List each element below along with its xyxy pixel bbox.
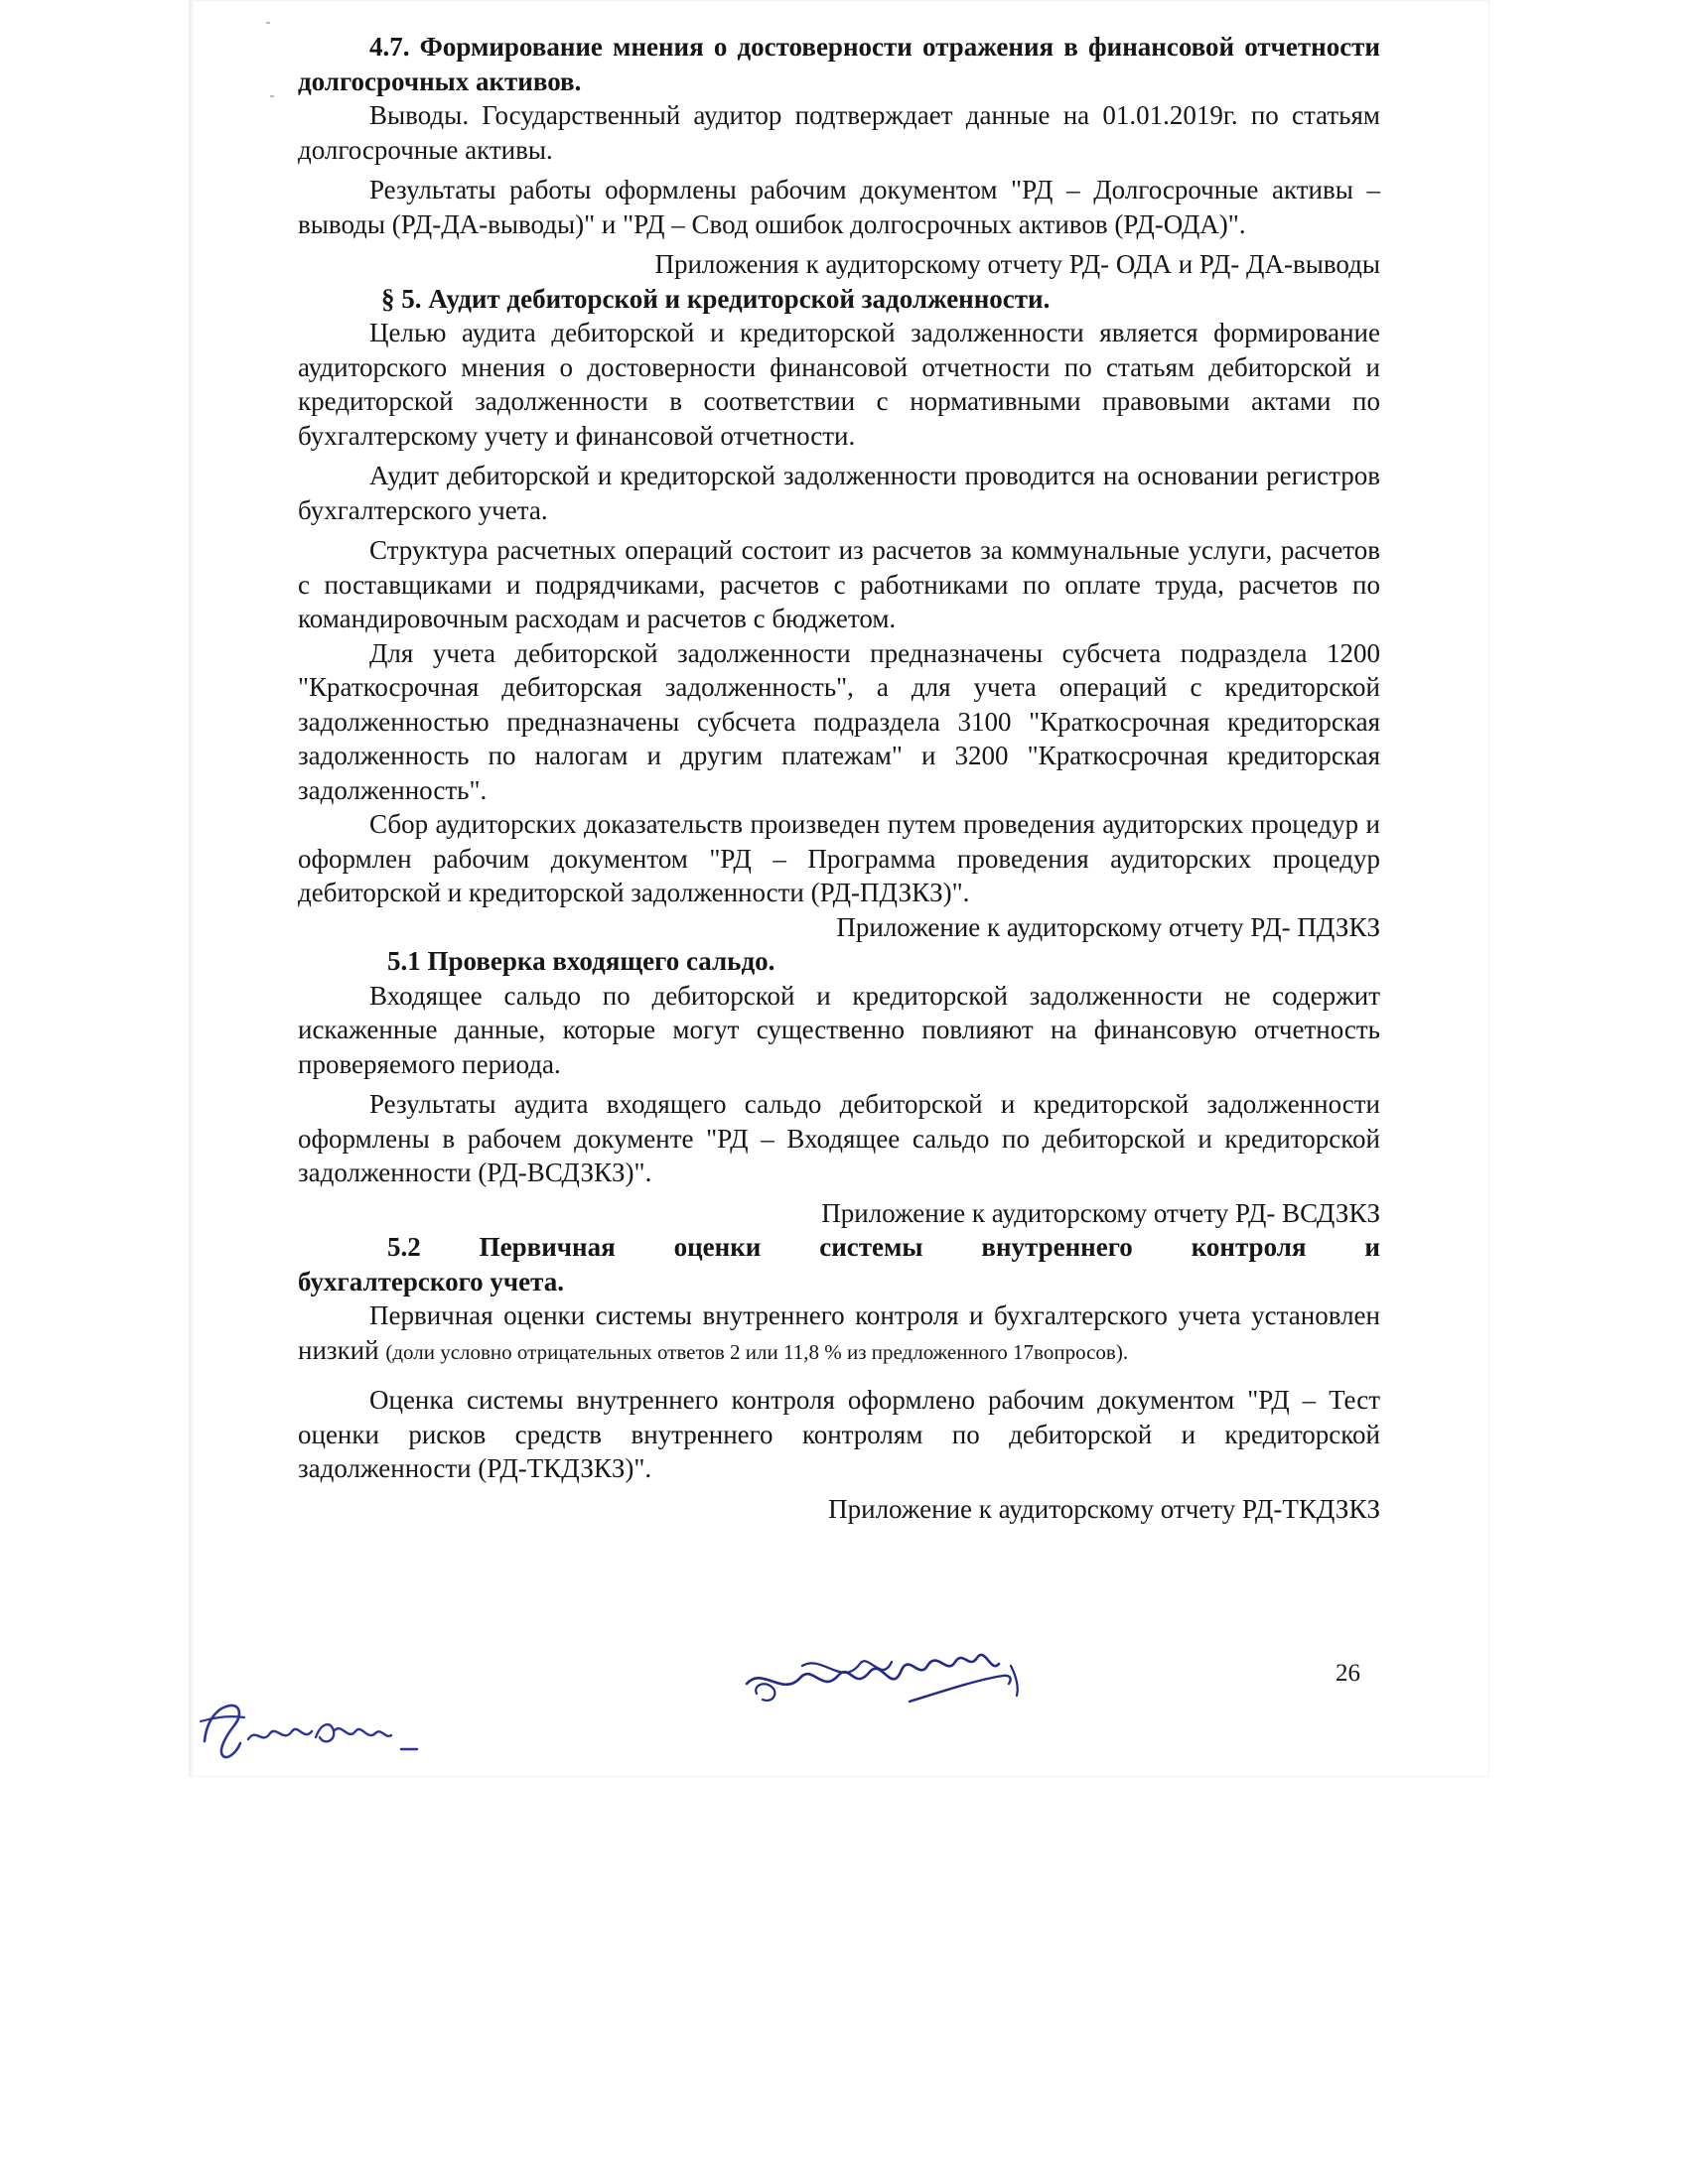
document-body: [298, 30, 1380, 1526]
section-5-1-paragraph: Входящее сальдо по дебиторской и кредиторской задолженности не содержит искаженные данные, которые могут существенно повлияют на финансовую отчетность проверяемого периода.: [298, 980, 1380, 1079]
heading-word: внутреннего: [981, 1232, 1133, 1262]
heading-tail: бухгалтерского учета.: [298, 1266, 564, 1297]
section-5-1-paragraph: Результаты аудита входящего сальдо дебиторской и кредиторской задолженности оформлены в рабочем документе "РД – Входящее сальдо по дебиторской и кредиторской задолженности (РД-ВСДЗКЗ)".: [298, 1089, 1380, 1187]
section-5-1-heading: 5.1 Проверка входящего сальдо.: [387, 946, 775, 976]
section-5-heading: § 5. Аудит дебиторской и кредиторской задолженности.: [381, 283, 1051, 314]
section-5-paragraph: Структура расчетных операций состоит из расчетов за коммунальные услуги, расчетов с поставщиками и подрядчиками, расчетов с работниками по оплате труда, расчетов по командировочным расходам и расчетов с бюджетом.: [298, 535, 1380, 633]
section-5-paragraph: Целью аудита дебиторской и кредиторской задолженности является формирование аудиторского мнения о достоверности финансовой отчетности по статьям дебиторской и кредиторской задолженности в соответствии с нормативными правовыми актами по бухгалтерскому учету и финансовой отчетности.: [298, 318, 1380, 451]
section-5-2-heading: [298, 1230, 1380, 1298]
section-5-2-paragraph: [298, 1298, 1380, 1369]
page-number: 26: [1336, 1660, 1360, 1687]
paragraph-note: (доли условно отрицательных ответов 2 или 11,8 % из предложенного 17вопросов).: [385, 1339, 1129, 1364]
scan-speck: [266, 22, 270, 24]
scan-edge: [189, 0, 195, 1777]
heading-word: 5.2: [387, 1232, 421, 1262]
heading-word: и: [1364, 1232, 1380, 1262]
auditor-signature: [743, 1636, 1041, 1725]
section-4-7-conclusion: Выводы. Государственный аудитор подтверждает данные на 01.01.2019г. по статьям долгосрочные активы.: [298, 100, 1380, 165]
heading-word: контроля: [1191, 1232, 1307, 1262]
section-5-appendix: Приложение к аудиторскому отчету РД- ПДЗКЗ: [836, 911, 1380, 942]
section-4-7-appendix: Приложения к аудиторскому отчету РД- ОДА и РД- ДА-выводы: [654, 249, 1380, 279]
heading-word: системы: [819, 1232, 923, 1262]
scan-speck: [270, 95, 274, 97]
paragraph-main: Первичная оценки системы внутреннего контроля и бухгалтерского учета установлен низкий: [298, 1300, 1380, 1365]
section-5-paragraph: Аудит дебиторской и кредиторской задолженности проводится на основании регистров бухгалтерского учета.: [298, 461, 1380, 525]
heading-word: Первичная: [479, 1232, 616, 1262]
section-5-1-appendix: Приложение к аудиторскому отчету РД- ВСДЗКЗ: [821, 1197, 1380, 1228]
heading-word: оценки: [673, 1232, 762, 1262]
section-4-7-heading: 4.7. Формирование мнения о достоверности отражения в финансовой отчетности долгосрочных активов.: [298, 32, 1380, 96]
section-5-paragraph: Для учета дебиторской задолженности предназначены субсчета подраздела 1200 "Краткосрочная дебиторская задолженность", а для учета операций с кредиторской задолженностью предназначены субсчета подраздела 3100 "Краткосрочная кредиторская задолженность по налогам и другим платежам" и 3200 "Краткосрочная кредиторская задолженность".: [298, 637, 1380, 805]
section-4-7-results: Результаты работы оформлены рабочим документом "РД – Долгосрочные активы – выводы (РД-ДА-выводы)" и "РД – Свод ошибок долгосрочных активов (РД-ОДА)".: [298, 175, 1380, 239]
section-5-paragraph: Сбор аудиторских доказательств произведен путем проведения аудиторских процедур и оформлен рабочим документом "РД – Программа проведения аудиторских процедур дебиторской и кредиторской задолженности (РД-ПДЗКЗ)".: [298, 809, 1380, 907]
section-5-2-paragraph: Оценка системы внутреннего контроля оформлено рабочим документом "РД – Тест оценки рисков средств внутреннего контролям по дебиторской и кредиторской задолженности (РД-ТКДЗКЗ)".: [298, 1385, 1380, 1483]
section-5-2-appendix: Приложение к аудиторскому отчету РД-ТКДЗКЗ: [828, 1493, 1380, 1524]
initials-signature: [197, 1692, 435, 1771]
